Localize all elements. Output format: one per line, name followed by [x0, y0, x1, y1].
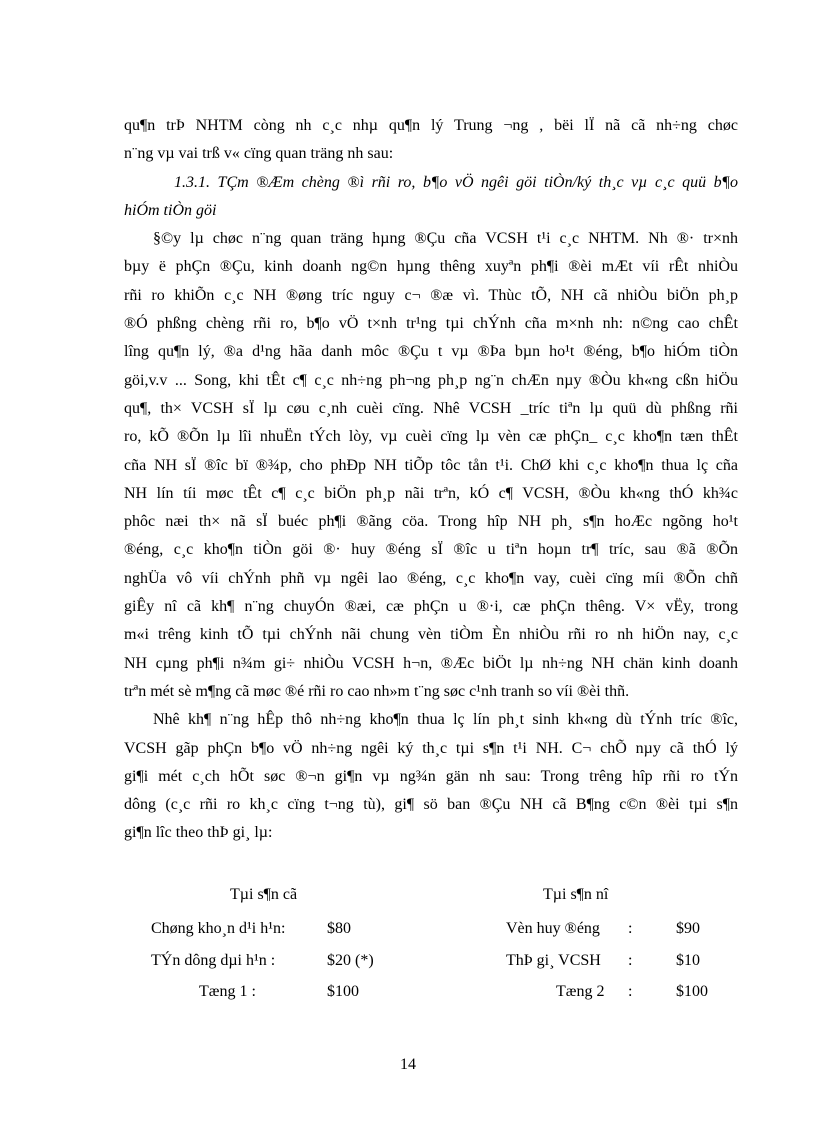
section-heading-continued: hiÓm tiÒn göi [124, 201, 217, 219]
assets-header: Tµi s¶n cã [230, 886, 298, 903]
text-line: ®Ó phßng chèng rñi ro, b¶o vÖ t×nh tr¹ng tµi chÝnh cña m×nh nh: n©ng cao chÊt [124, 315, 738, 333]
section-heading: 1.3.1. TÇm ®Æm chèng ®ì rñi ro, b¶o vÖ ngêi göi tiÒn/ký th¸c vµ c¸c quü b¶o [174, 173, 738, 191]
text-line: qu¶n trÞ NHTM còng nh c¸c nhµ qu¶n lý Trung ¬ng , bëi lÏ nã cã nh÷ng chøc [124, 117, 738, 134]
text-line: gi¶n lîc theo thÞ gi¸ lµ: [124, 824, 273, 842]
text-line: trªn mét sè m¶ng cã møc ®é rñi ro cao nh»m t¨ng søc c¹nh tranh so víi ®èi thñ. [124, 682, 630, 700]
text-line: bµy ë phÇn ®Çu, kinh doanh ng©n hµng thêng xuyªn ph¶i ®èi mÆt víi rÊt nhiÒu [124, 258, 738, 276]
text-line: dông (c¸c rñi ro kh¸c cïng t¬ng tù), gi¶ sö ban ®Çu NH cã B¶ng c©n ®èi tµi s¶n [124, 796, 738, 814]
text-line: giÊy nî cã kh¶ n¨ng chuyÓn ®æi, cæ phÇn u ®·i, cæ phÇn thêng. V× vËy, trong [124, 598, 738, 616]
text-line: rñi ro khiÕn c¸c NH ®øng tríc nguy c¬ ®æ vì. Thùc tÕ, NH cã nhiÒu biÖn ph¸p [124, 286, 738, 304]
asset-label: Tæng 1 : [199, 983, 256, 1000]
text-line: cña NH sÏ ®îc bï ®¾p, cho phÐp NH tiÕp tôc tån t¹i. ChØ khi c¸c kho¶n thua lç cña [124, 456, 738, 474]
liability-label: Vèn huy ®éng [506, 920, 600, 937]
text-line: phôc næi th× nã sÏ buéc ph¶i ®ãng cöa. Trong hîp NH ph¸ s¶n hoÆc ngõng ho¹t [124, 513, 738, 531]
liability-colon: : [628, 983, 633, 1000]
text-line: Nhê kh¶ n¨ng hÊp thô nh÷ng kho¶n thua lç lín ph¸t sinh kh«ng dù tÝnh tríc ®îc, [153, 711, 738, 729]
asset-value: $100 [327, 983, 359, 1000]
page-number: 14 [400, 1056, 416, 1073]
liability-label: ThÞ gi¸ VCSH [506, 952, 601, 969]
body-text [124, 112, 738, 848]
liability-value: $90 [676, 920, 700, 937]
text-line: NH lín tíi møc tÊt c¶ c¸c biÖn ph¸p nãi trªn, kÓ c¶ VCSH, ®Òu kh«ng thÓ kh¾c [124, 484, 738, 502]
asset-value: $20 (*) [327, 952, 374, 969]
liability-label: Tæng 2 [556, 983, 605, 1000]
asset-label: Chøng kho¸n d¹i h¹n: [151, 920, 286, 937]
text-line: ro, kÕ ®Õn lµ lîi nhuËn tÝch lòy, vµ cuèi cïng lµ vèn cæ phÇn_ c¸c kho¶n tæn thÊt [124, 428, 738, 446]
liabilities-header: Tµi s¶n nî [543, 886, 609, 903]
liability-value: $100 [676, 983, 708, 1000]
text-line: VCSH gãp phÇn b¶o vÖ nh÷ng ngêi ký th¸c tµi s¶n t¹i NH. C¬ chÕ nµy cã thÓ lý [124, 739, 738, 757]
text-line: göi,v.v ... Song, khi tÊt c¶ c¸c nh÷ng ph¬ng ph¸p ng¨n chÆn nµy ®Òu kh«ng cßn hiÖu [124, 371, 738, 389]
text-line: n¨ng vµ vai trß v« cïng quan träng nh sau: [124, 145, 394, 163]
asset-value: $80 [327, 920, 351, 937]
text-line: NH cµng ph¶i n¾m gi÷ nhiÒu VCSH h¬n, ®Æc biÖt lµ nh÷ng NH chän kinh doanh [124, 654, 738, 672]
text-line: m«i trêng kinh tÕ tµi chÝnh nãi chung vèn tiÒm Èn nhiÒu rñi ro nh hiÖn nay, c¸c [124, 626, 738, 644]
text-line: lîng qu¶n lý, ®a d¹ng hãa danh môc ®Çu t vµ ®Þa bµn ho¹t ®éng, b¶o hiÓm tiÒn [124, 343, 738, 361]
liability-colon: : [628, 952, 633, 969]
text-line: nghÜa vô víi chÝnh phñ vµ ngêi lao ®éng, c¸c kho¶n vay, cuèi cïng míi ®Õn chñ [124, 569, 738, 587]
text-line: gi¶i mét c¸ch hÕt søc ®¬n gi¶n vµ ng¾n gän nh sau: Trong trêng hîp rñi ro tÝn [124, 767, 738, 785]
text-line: ®éng, c¸c kho¶n tiÒn göi ®· huy ®éng sÏ ®îc u tiªn hoµn tr¶ tríc, sau ®ã ®Õn [124, 541, 738, 559]
asset-label: TÝn dông dµi h¹n : [151, 952, 276, 969]
text-line: §©y lµ chøc n¨ng quan träng hµng ®Çu cña VCSH t¹i c¸c NHTM. Nh ®· tr×nh [153, 230, 738, 248]
liability-colon: : [628, 920, 633, 937]
liability-value: $10 [676, 952, 700, 969]
text-line: qu¶, th× VCSH sÏ lµ cøu c¸nh cuèi cïng. Nhê VCSH _tríc tiªn lµ quü dù phßng rñi [124, 399, 738, 417]
